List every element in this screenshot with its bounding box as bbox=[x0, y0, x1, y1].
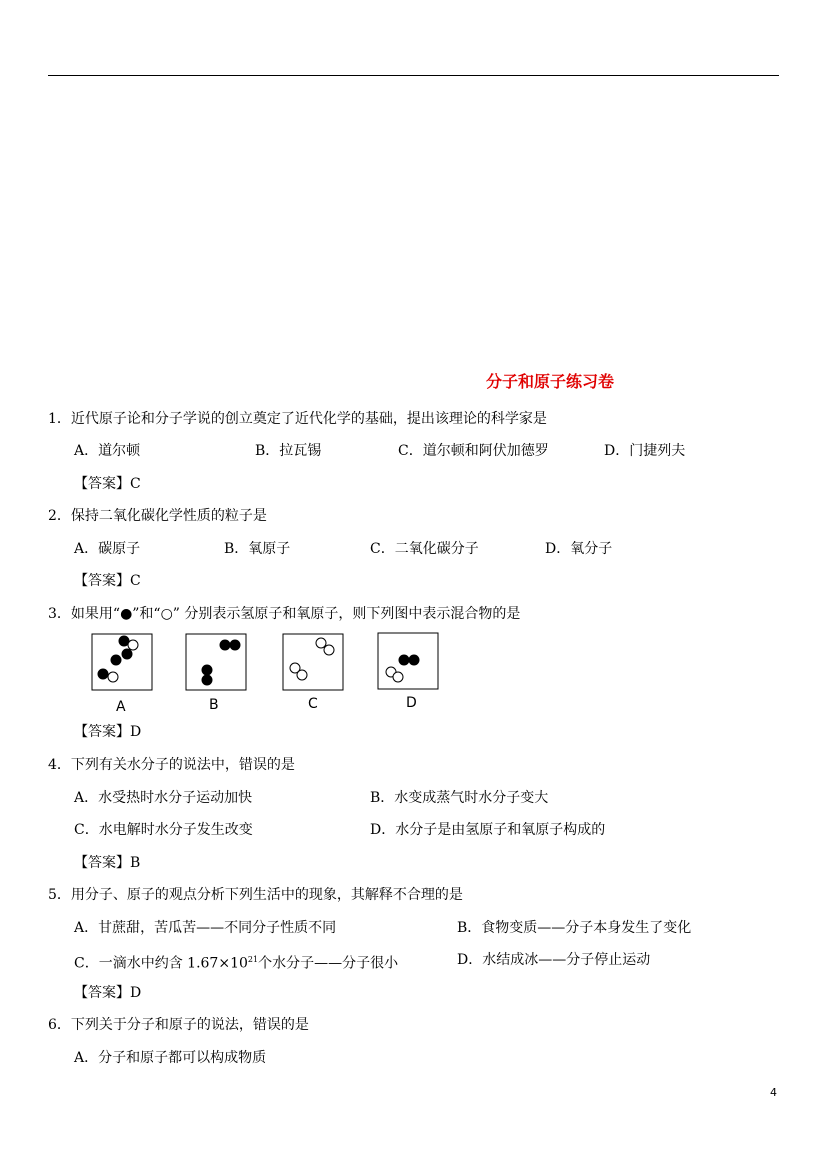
question-5-option-d: D．水结成冰——分子停止运动 bbox=[457, 952, 651, 968]
question-4-answer: 【答案】B bbox=[74, 855, 141, 871]
question-4-option-d: D．水分子是由氢原子和氧原子构成的 bbox=[370, 822, 606, 838]
question-1-option-d: D．门捷列夫 bbox=[604, 443, 686, 459]
question-5-stem: 5．用分子、原子的观点分析下列生活中的现象，其解释不合理的是 bbox=[48, 887, 463, 903]
question-6-stem: 6．下列关于分子和原子的说法，错误的是 bbox=[48, 1017, 309, 1033]
question-3-answer: 【答案】D bbox=[74, 724, 142, 740]
question-1-option-c: C．道尔顿和阿伏加德罗 bbox=[398, 443, 549, 459]
question-2-option-a: A．碳原子 bbox=[74, 541, 141, 557]
question-5-option-c-text: C．一滴水中约含 1.67×10 bbox=[74, 955, 248, 972]
question-5-option-c-exponent: 21 bbox=[247, 955, 259, 964]
question-6-option-a: A．分子和原子都可以构成物质 bbox=[74, 1050, 267, 1066]
question-1-stem: 1．近代原子论和分子学说的创立奠定了近代化学的基础，提出该理论的科学家是 bbox=[48, 411, 547, 427]
question-2-option-b: B．氧原子 bbox=[224, 541, 291, 557]
page-number: 4 bbox=[770, 1086, 777, 1099]
question-4-option-c: C．水电解时水分子发生改变 bbox=[74, 822, 253, 838]
question-5-option-a: A．甘蔗甜，苦瓜苦——不同分子性质不同 bbox=[74, 920, 337, 936]
figure-d bbox=[378, 633, 438, 711]
question-1-answer: 【答案】C bbox=[74, 476, 141, 492]
question-1-option-b: B．拉瓦锡 bbox=[255, 443, 322, 459]
question-5-answer: 【答案】D bbox=[74, 985, 142, 1001]
figure-a-label: A bbox=[116, 699, 126, 715]
question-4-stem: 4．下列有关水分子的说法中，错误的是 bbox=[48, 757, 295, 773]
question-2-answer: 【答案】C bbox=[74, 573, 141, 589]
question-2-option-c: C．二氧化碳分子 bbox=[370, 541, 479, 557]
question-5-option-b: B．食物变质——分子本身发生了变化 bbox=[457, 920, 692, 936]
figure-c bbox=[283, 634, 343, 712]
question-2-stem: 2．保持二氧化碳化学性质的粒子是 bbox=[48, 508, 267, 524]
molecule-diagram bbox=[90, 630, 450, 715]
figure-b-label: B bbox=[209, 697, 219, 713]
question-2-option-d: D．氧分子 bbox=[545, 541, 613, 557]
figure-c-label: C bbox=[308, 696, 318, 712]
question-1-option-a: A．道尔顿 bbox=[74, 443, 141, 459]
page-title: 分子和原子练习卷 bbox=[486, 372, 615, 391]
question-5-option-c bbox=[74, 951, 398, 973]
figure-a bbox=[92, 634, 152, 715]
question-4-option-b: B．水变成蒸气时水分子变大 bbox=[370, 790, 549, 806]
question-5-option-c-tail: 个水分子——分子很小 bbox=[258, 955, 399, 972]
question-4-option-a: A．水受热时水分子运动加快 bbox=[74, 790, 253, 806]
question-3-stem: 3．如果用“●”和“○” 分别表示氢原子和氧原子，则下列图中表示混合物的是 bbox=[48, 606, 521, 622]
header-rule bbox=[48, 75, 779, 76]
figure-d-label: D bbox=[406, 695, 417, 711]
figure-b bbox=[186, 634, 246, 713]
